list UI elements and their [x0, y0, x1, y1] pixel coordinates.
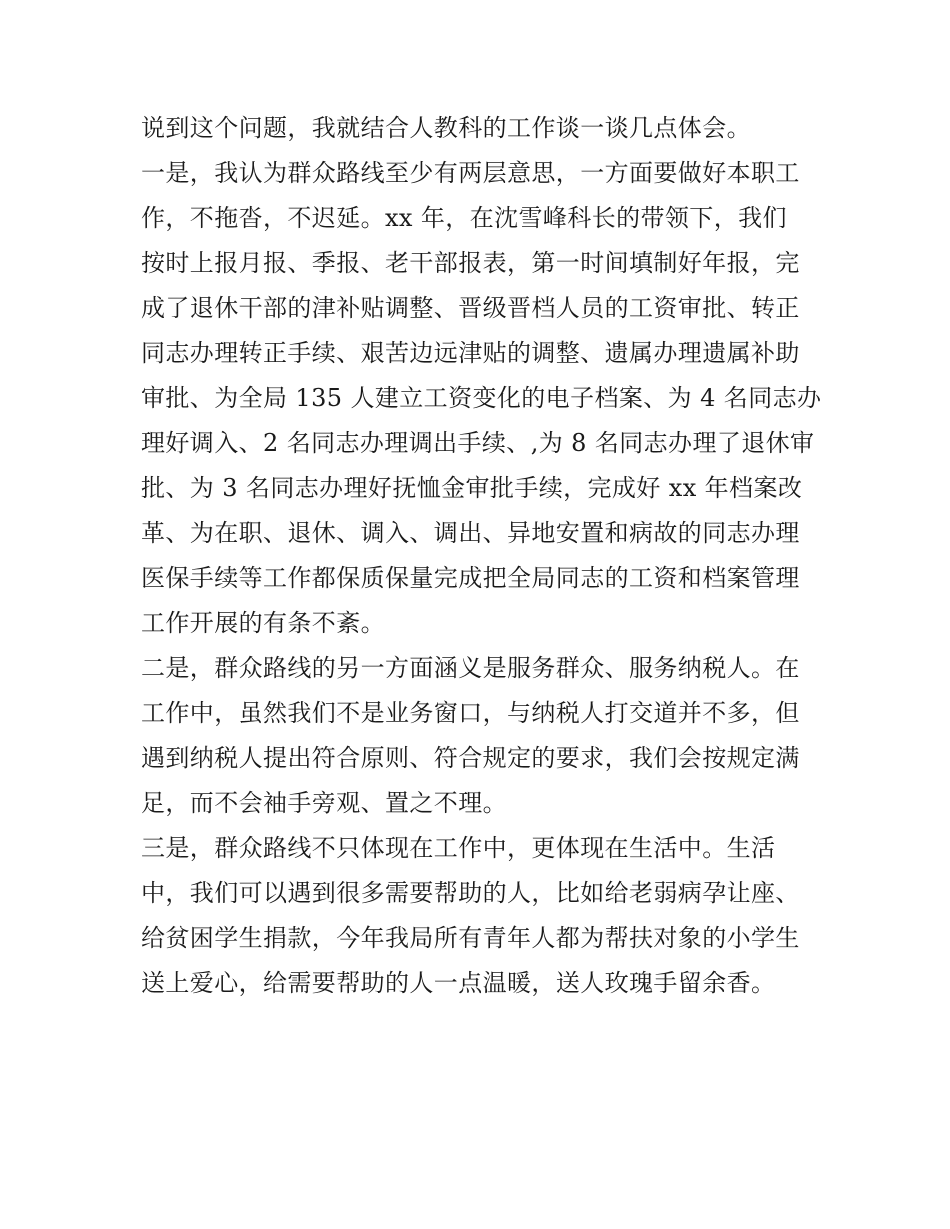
- text-line-9: 批、为 3 名同志办理好抚恤金审批手续，完成好 xx 年档案改: [141, 474, 803, 502]
- text-line-17: 三是，群众路线不只体现在工作中，更体现在生活中。生活: [141, 834, 776, 862]
- text-line-20: 送上爱心，给需要帮助的人一点温暖，送人玫瑰手留余香。: [141, 969, 776, 997]
- text-line-10: 革、为在职、退休、调入、调出、异地安置和病故的同志办理: [141, 519, 800, 547]
- text-line-18: 中，我们可以遇到很多需要帮助的人，比如给老弱病孕让座、: [141, 879, 800, 907]
- text-line-1: 说到这个问题，我就结合人教科的工作谈一谈几点体会。: [141, 114, 751, 142]
- text-line-3: 作，不拖沓，不迟延。xx 年，在沈雪峰科长的带领下，我们: [141, 204, 787, 232]
- text-line-5: 成了退休干部的津补贴调整、晋级晋档人员的工资审批、转正: [141, 294, 800, 322]
- text-line-16: 足，而不会袖手旁观、置之不理。: [141, 789, 507, 817]
- text-line-4: 按时上报月报、季报、老干部报表，第一时间填制好年报，完: [141, 249, 800, 277]
- text-line-13: 二是，群众路线的另一方面涵义是服务群众、服务纳税人。在: [141, 654, 800, 682]
- text-line-6: 同志办理转正手续、艰苦边远津贴的调整、遗属办理遗属补助: [141, 339, 800, 367]
- text-line-12: 工作开展的有条不紊。: [141, 609, 385, 637]
- text-line-8: 理好调入、2 名同志办理调出手续、,为 8 名同志办理了退休审: [141, 429, 815, 457]
- text-line-7: 审批、为全局 135 人建立工资变化的电子档案、为 4 名同志办: [141, 384, 822, 412]
- document-body: [141, 106, 821, 1006]
- text-line-14: 工作中，虽然我们不是业务窗口，与纳税人打交道并不多，但: [141, 699, 800, 727]
- text-line-11: 医保手续等工作都保质保量完成把全局同志的工资和档案管理: [141, 564, 800, 592]
- text-line-2: 一是，我认为群众路线至少有两层意思，一方面要做好本职工: [141, 159, 800, 187]
- text-line-19: 给贫困学生捐款，今年我局所有青年人都为帮扶对象的小学生: [141, 924, 800, 952]
- text-line-15: 遇到纳税人提出符合原则、符合规定的要求，我们会按规定满: [141, 744, 800, 772]
